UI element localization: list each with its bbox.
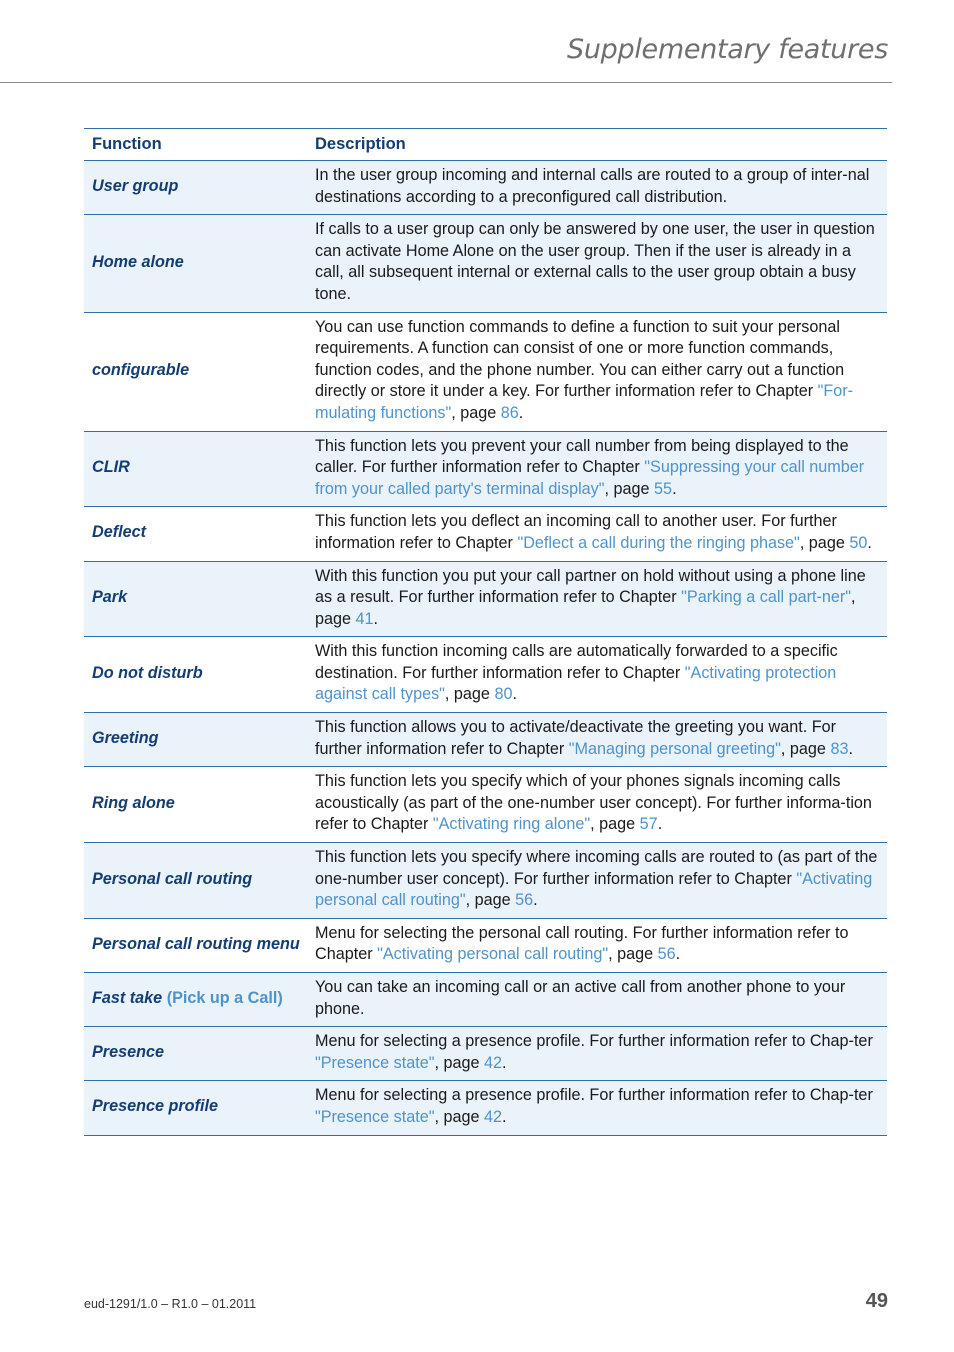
function-name: Do not disturb (84, 637, 307, 713)
function-description: Menu for selecting a presence profile. For further information refer to Chap-ter "Presence state", page 42. (307, 1081, 887, 1135)
chapter-link[interactable]: "Suppressing your call number from your called party's terminal display" (315, 458, 865, 498)
page-link[interactable]: 50 (849, 533, 868, 552)
page-link[interactable]: 56 (515, 891, 534, 910)
page-header-title: Supplementary features (567, 34, 888, 65)
table-row (84, 918, 887, 972)
header-divider (0, 82, 892, 83)
table-row (84, 312, 887, 431)
function-description: This function allows you to activate/deactivate the greeting you want. For further information refer to Chapter "Managing personal greeting", page 83. (307, 713, 887, 767)
document-id: eud-1291/1.0 – R1.0 – 01.2011 (84, 1297, 257, 1311)
chapter-link[interactable]: "Deflect a call during the ringing phase" (517, 533, 800, 552)
function-name: Greeting (84, 713, 307, 767)
function-name: User group (84, 161, 307, 215)
table-row (84, 973, 887, 1027)
table-row (84, 215, 887, 312)
table-row (84, 1027, 887, 1081)
function-description: You can take an incoming call or an active call from another phone to your phone. (307, 973, 887, 1027)
function-description: With this function incoming calls are automatically forwarded to a specific destination. For further information refer to Chapter "Activating protection against call types", page 80. (307, 637, 887, 713)
page-link[interactable]: 83 (830, 739, 849, 758)
function-alias-link[interactable]: (Pick up a Call) (166, 988, 283, 1007)
function-name: Personal call routing (84, 843, 307, 919)
function-description: This function lets you specify which of your phones signals incoming calls acoustically (as part of the one-number user concept). For further informa-tion refer to Chapter "Activating ring alone", page 57. (307, 767, 887, 843)
page-link[interactable]: 42 (484, 1107, 503, 1126)
column-header-description: Description (307, 129, 887, 161)
function-description: Menu for selecting the personal call routing. For further information refer to Chapter "Activating personal call routing", page 56. (307, 918, 887, 972)
table-row (84, 767, 887, 843)
table-row (84, 431, 887, 507)
page-link[interactable]: 86 (500, 403, 519, 422)
table-row (84, 1081, 887, 1135)
function-description: In the user group incoming and internal calls are routed to a group of inter-nal destinations according to a preconfigured call distribution. (307, 161, 887, 215)
chapter-link[interactable]: "Activating personal call routing" (377, 945, 609, 964)
function-description: Menu for selecting a presence profile. For further information refer to Chap-ter "Presence state", page 42. (307, 1027, 887, 1081)
chapter-link[interactable]: "Managing personal greeting" (568, 739, 781, 758)
table-row (84, 161, 887, 215)
function-name: Fast take (Pick up a Call) (84, 973, 307, 1027)
function-description: This function lets you prevent your call number from being displayed to the caller. For further information refer to Chapter "Suppressing your call number from your called party's terminal display", page 55. (307, 431, 887, 507)
function-description: You can use function commands to define a function to suit your personal requirements. A function can consist of one or more function commands, function codes, and the phone number. You can either carry out a function directly or store it under a key. For further information refer to Chapter "For-mulating functions", page 86. (307, 312, 887, 431)
function-description: This function lets you deflect an incoming call to another user. For further information refer to Chapter "Deflect a call during the ringing phase", page 50. (307, 507, 887, 561)
function-description: This function lets you specify where incoming calls are routed to (as part of the one-number user concept). For further information refer to Chapter "Activating personal call routing", page 56. (307, 843, 887, 919)
page-link[interactable]: 41 (355, 609, 374, 628)
chapter-link[interactable]: "Presence state" (315, 1107, 435, 1126)
chapter-link[interactable]: "Presence state" (315, 1053, 435, 1072)
table-row (84, 713, 887, 767)
chapter-link[interactable]: "Parking a call part-ner" (681, 588, 852, 607)
table-row (84, 561, 887, 637)
function-name: configurable (84, 312, 307, 431)
function-name: Home alone (84, 215, 307, 312)
chapter-link[interactable]: "Activating personal call routing" (315, 869, 873, 910)
chapter-link[interactable]: "For-mulating functions" (315, 382, 854, 422)
function-description: With this function you put your call partner on hold without using a phone line as a result. For further information refer to Chapter "Parking a call part-ner", page 41. (307, 561, 887, 637)
function-name: Personal call routing menu (84, 918, 307, 972)
function-description: If calls to a user group can only be answered by one user, the user in question can activate Home Alone on the user group. Then if the user is already in a call, all subsequent internal or external calls to the user group obtain a busy tone. (307, 215, 887, 312)
chapter-link[interactable]: "Activating ring alone" (432, 815, 591, 834)
function-name: CLIR (84, 431, 307, 507)
function-name: Deflect (84, 507, 307, 561)
chapter-link[interactable]: "Activating protection against call types" (315, 663, 837, 704)
function-name: Presence profile (84, 1081, 307, 1135)
page-link[interactable]: 80 (494, 685, 513, 704)
function-name: Presence (84, 1027, 307, 1081)
table-row (84, 507, 887, 561)
table-header-row (84, 129, 887, 161)
page-link[interactable]: 56 (657, 945, 676, 964)
page-link[interactable]: 42 (484, 1053, 503, 1072)
page-link[interactable]: 55 (654, 479, 673, 498)
function-name: Park (84, 561, 307, 637)
function-name: Ring alone (84, 767, 307, 843)
table-row (84, 637, 887, 713)
table-row (84, 843, 887, 919)
features-table (84, 128, 887, 1136)
column-header-function: Function (84, 129, 307, 161)
page-number: 49 (865, 1290, 888, 1312)
page-link[interactable]: 57 (639, 815, 658, 834)
